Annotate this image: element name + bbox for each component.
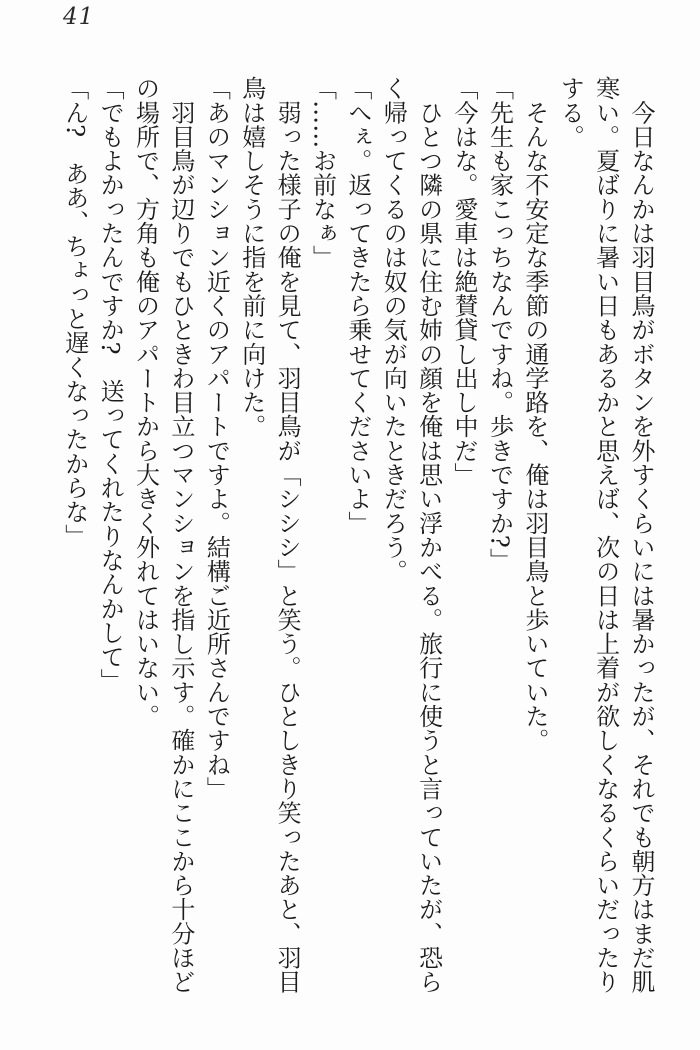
text-line: する。 — [556, 76, 585, 149]
text-line: 弱った様子の俺を見て、羽目鳥が「シシシ」と笑う。ひとしきり笑ったあと、羽目 — [273, 76, 302, 994]
text-line: 「今はな。愛車は絶賛貸し出し中だ」 — [450, 76, 479, 487]
text-line: 「先生も家こっちなんですね。歩きですか?」 — [485, 76, 514, 573]
page-number: 41 — [63, 4, 95, 30]
text-line: 「あのマンション近くのアパートですよ。結構ご近所さんですね」 — [202, 76, 231, 801]
text-line: 鳥は嬉しそうに指を前に向けた。 — [237, 76, 266, 439]
text-line: 寒い。夏ばりに暑い日もあるかと思えば、次の日は上着が欲しくなるくらいだったり — [591, 76, 620, 994]
text-line: 今日なんかは羽目鳥がボタンを外すくらいには暑かったが、それでも朝方はまだ肌 — [627, 76, 655, 994]
text-line: 「……お前なぁ」 — [308, 76, 337, 270]
text-line: く帰ってくるのは奴の気が向いたときだろう。 — [379, 76, 408, 584]
text-line: 羽目鳥が辺りでもひときわ目立つマンションを指し示す。確かにここから十分ほど — [166, 76, 195, 994]
text-line: そんな不安定な季節の通学路を、俺は羽目鳥と歩いていた。 — [520, 76, 549, 753]
text-block — [56, 76, 658, 1026]
text-line: 「でもよかったんですか? 送ってくれたりなんかして」 — [96, 76, 125, 693]
text-line: ひとつ隣の県に住む姉の顔を俺は思い浮かべる。旅行に使うと言っていたが、恐ら — [414, 76, 443, 994]
text-line: 「ん? ああ、ちょっと遅くなったからな」 — [60, 76, 89, 548]
text-line: の場所で、方角も俺のアパートから大きく外れてはいない。 — [131, 76, 160, 729]
text-line: 「へぇ。返ってきたら乗せてくださいよ」 — [343, 76, 372, 535]
